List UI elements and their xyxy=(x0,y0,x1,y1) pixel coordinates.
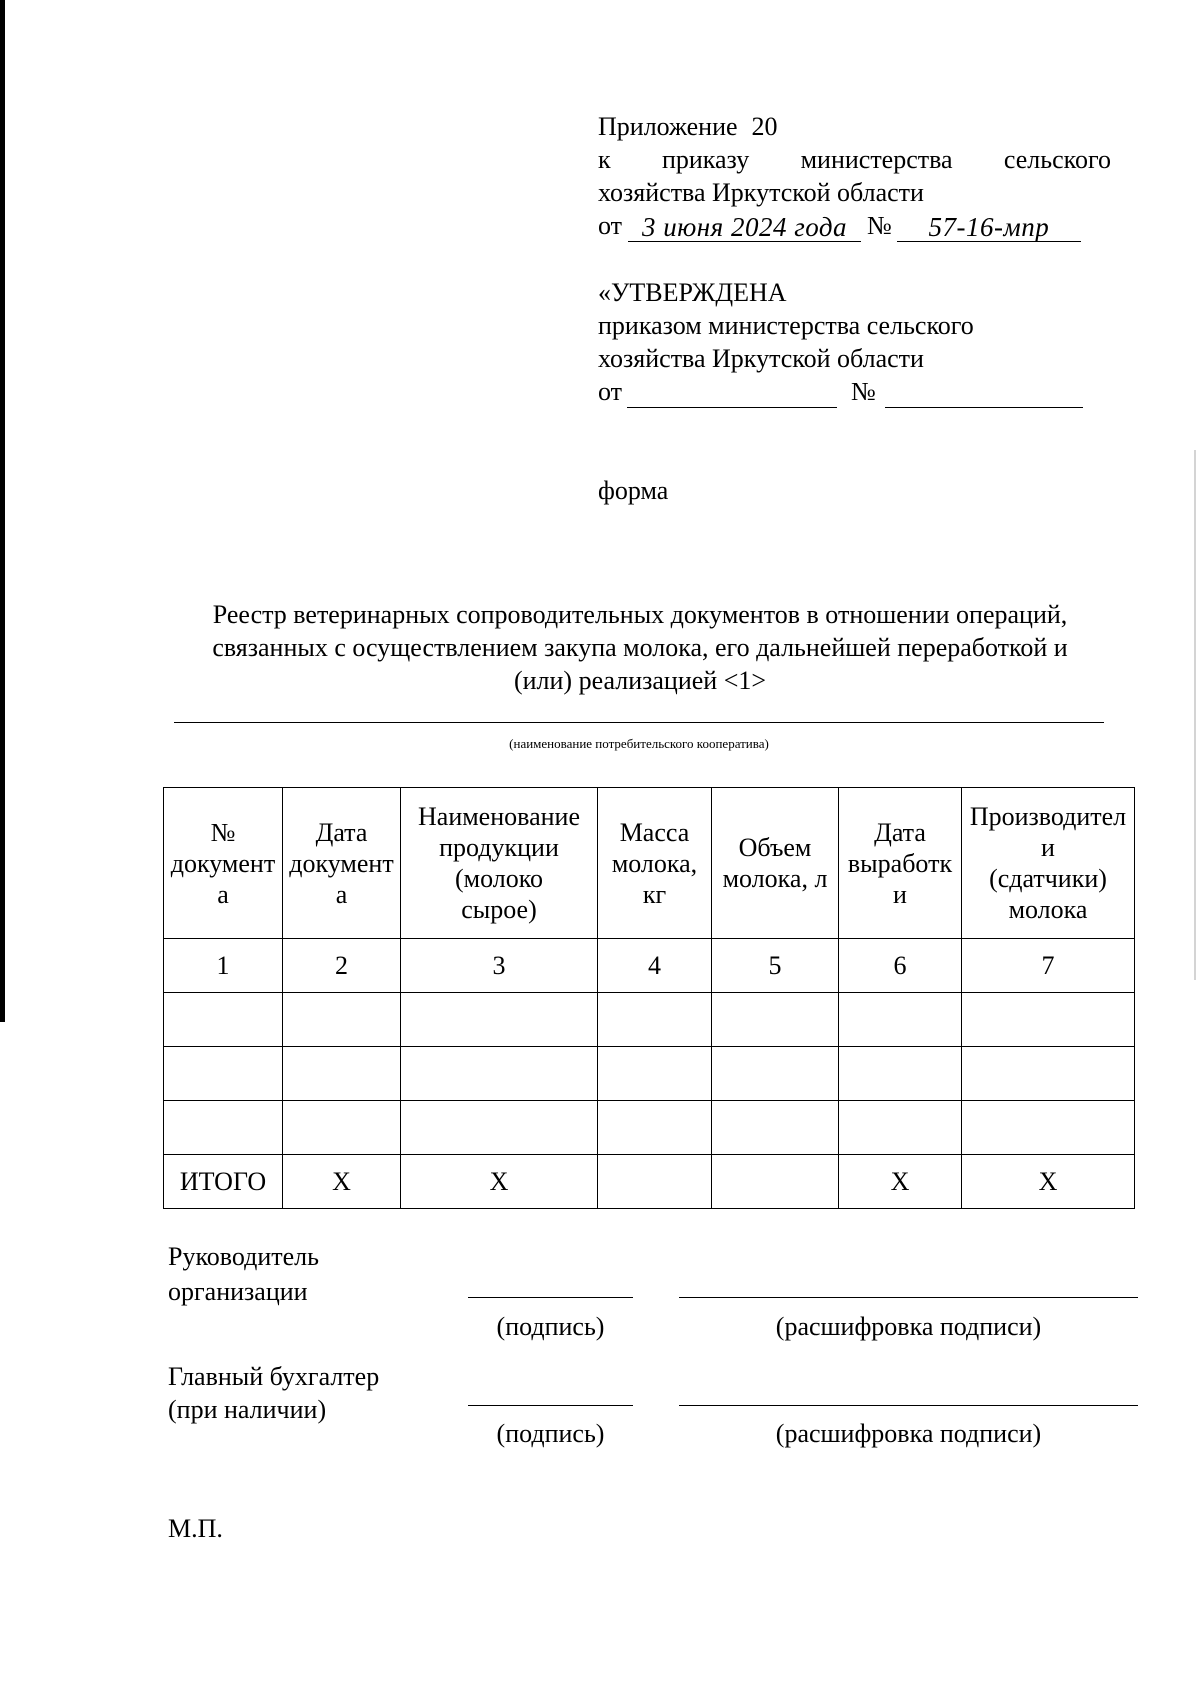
accountant-signature-line xyxy=(468,1405,633,1406)
header-text-fragment: молока, xyxy=(611,848,698,878)
order-date-handwritten: 3 июня 2024 года xyxy=(628,212,861,242)
header-text-fragment: Масса xyxy=(619,817,690,847)
empty-cell xyxy=(164,1047,283,1101)
order-word: приказу xyxy=(661,145,750,174)
empty-cell xyxy=(712,1101,839,1155)
column-number-row xyxy=(164,939,1135,993)
header-text-fragment: (сдатчики) xyxy=(989,864,1107,893)
cooperative-name-line xyxy=(174,722,1104,723)
approval-date-blank xyxy=(627,378,837,408)
approval-block xyxy=(598,276,1111,408)
column-number-cell: 3 xyxy=(401,939,598,993)
head-decoding-caption: (расшифровка подписи) xyxy=(775,1312,1042,1341)
header-production-date xyxy=(839,788,962,939)
approval-title-line xyxy=(598,276,1111,309)
total-cell: Х xyxy=(962,1155,1135,1209)
empty-cell xyxy=(283,993,401,1047)
header-text-fragment: Наименование xyxy=(418,802,580,831)
header-text-fragment: молока xyxy=(1008,895,1088,924)
header-text-fragment: кг xyxy=(642,879,667,909)
empty-cell xyxy=(962,1047,1135,1101)
header-text-fragment: документа xyxy=(170,848,276,909)
approval-line-2 xyxy=(598,342,1111,375)
total-cell: Х xyxy=(839,1155,962,1209)
accountant-signature-caption: (подпись) xyxy=(496,1419,605,1448)
empty-cell xyxy=(401,1101,598,1155)
number-label: № xyxy=(851,377,876,406)
empty-cell xyxy=(712,993,839,1047)
stamp-placeholder-label: М.П. xyxy=(168,1514,223,1543)
order-number-handwritten: 57-16-мпр xyxy=(897,212,1081,242)
approval-text: хозяйства Иркутской области xyxy=(598,344,924,373)
form-label: форма xyxy=(598,476,669,505)
header-text-fragment: Дата xyxy=(874,817,926,847)
accountant-label-line: (при наличии) xyxy=(168,1395,327,1424)
number-label: № xyxy=(867,211,892,240)
total-cell: Х xyxy=(283,1155,401,1209)
empty-cell xyxy=(598,1047,712,1101)
from-label: от xyxy=(598,377,623,406)
scan-edge-artifact-faint xyxy=(1194,450,1196,980)
empty-cell xyxy=(283,1047,401,1101)
total-cell: Х xyxy=(401,1155,598,1209)
order-word: к xyxy=(598,145,611,174)
table-row xyxy=(164,1047,1135,1101)
header-text-fragment: молока, л xyxy=(722,864,828,893)
head-label-line: организации xyxy=(168,1277,308,1306)
column-number-cell: 2 xyxy=(283,939,401,993)
column-number-cell: 1 xyxy=(164,939,283,993)
header-producers xyxy=(962,788,1135,939)
total-label-cell: ИТОГО xyxy=(164,1155,283,1209)
column-number-cell: 5 xyxy=(712,939,839,993)
appendix-title-line xyxy=(598,110,1111,143)
empty-cell xyxy=(401,993,598,1047)
table-header-row xyxy=(164,788,1135,939)
header-text-fragment: сырое) xyxy=(461,895,537,924)
order-reference-line xyxy=(598,143,1111,176)
header-text-fragment: документа xyxy=(289,848,394,909)
ministry-line xyxy=(598,176,1111,209)
header-text-fragment: (молоко xyxy=(454,864,544,893)
header-milk-mass xyxy=(598,788,712,939)
header-text-fragment: № xyxy=(210,817,236,847)
header-text-fragment: Объем xyxy=(738,833,812,862)
approval-date-number-line xyxy=(598,375,1111,408)
empty-cell xyxy=(839,993,962,1047)
column-number-cell: 7 xyxy=(962,939,1135,993)
accountant-signature-decoding-line xyxy=(679,1405,1138,1406)
header-document-number xyxy=(164,788,283,939)
ministry-text: хозяйства Иркутской области xyxy=(598,178,924,207)
accountant-decoding-caption: (расшифровка подписи) xyxy=(775,1419,1042,1448)
appendix-header xyxy=(598,110,1111,242)
empty-cell xyxy=(164,1101,283,1155)
empty-cell xyxy=(712,1047,839,1101)
empty-cell xyxy=(401,1047,598,1101)
from-label: от xyxy=(598,211,623,240)
column-number-cell: 4 xyxy=(598,939,712,993)
header-document-date xyxy=(283,788,401,939)
column-number-cell: 6 xyxy=(839,939,962,993)
appendix-number: 20 xyxy=(751,112,778,141)
empty-cell xyxy=(598,993,712,1047)
empty-cell xyxy=(962,1101,1135,1155)
total-cell xyxy=(598,1155,712,1209)
head-signature-decoding-line xyxy=(679,1297,1138,1298)
approval-line-1 xyxy=(598,309,1111,342)
empty-cell xyxy=(164,993,283,1047)
appendix-title: Приложение xyxy=(598,112,738,141)
table-row xyxy=(164,993,1135,1047)
total-row xyxy=(164,1155,1135,1209)
scan-edge-artifact xyxy=(0,0,5,1022)
order-word: министерства xyxy=(800,145,953,174)
table-row xyxy=(164,1101,1135,1155)
header-text-fragment: продукции xyxy=(439,833,559,862)
cooperative-name-caption: (наименование потребительского кооператива) xyxy=(509,736,769,751)
order-word: сельского xyxy=(1003,145,1111,174)
registry-title-line: (или) реализацией <1> xyxy=(513,666,767,695)
approval-number-blank xyxy=(885,378,1083,408)
order-date-number-line xyxy=(598,209,1111,242)
header-text-fragment: Дата xyxy=(315,817,368,847)
empty-cell xyxy=(962,993,1135,1047)
header-product-name xyxy=(401,788,598,939)
accountant-signature-label xyxy=(168,1360,379,1426)
accountant-label-line: Главный бухгалтер xyxy=(168,1362,380,1391)
empty-cell xyxy=(839,1101,962,1155)
head-signature-line xyxy=(468,1297,633,1298)
registry-title xyxy=(150,598,1130,697)
header-milk-volume xyxy=(712,788,839,939)
head-signature-caption: (подпись) xyxy=(496,1312,605,1341)
header-text-fragment: Производители xyxy=(969,802,1127,862)
head-label-line: Руководитель xyxy=(168,1242,319,1271)
empty-cell xyxy=(839,1047,962,1101)
empty-cell xyxy=(598,1101,712,1155)
approval-text: приказом министерства сельского xyxy=(598,311,974,340)
head-signature-label xyxy=(168,1239,319,1309)
total-cell xyxy=(712,1155,839,1209)
registry-table xyxy=(163,787,1135,1209)
registry-title-line: Реестр ветеринарных сопроводительных документов в отношении операций, xyxy=(212,600,1068,629)
header-text-fragment: выработки xyxy=(847,848,953,909)
empty-cell xyxy=(283,1101,401,1155)
approval-title: «УТВЕРЖДЕНА xyxy=(598,278,787,307)
registry-title-line: связанных с осуществлением закупа молока, его дальнейшей переработкой и xyxy=(212,633,1068,662)
